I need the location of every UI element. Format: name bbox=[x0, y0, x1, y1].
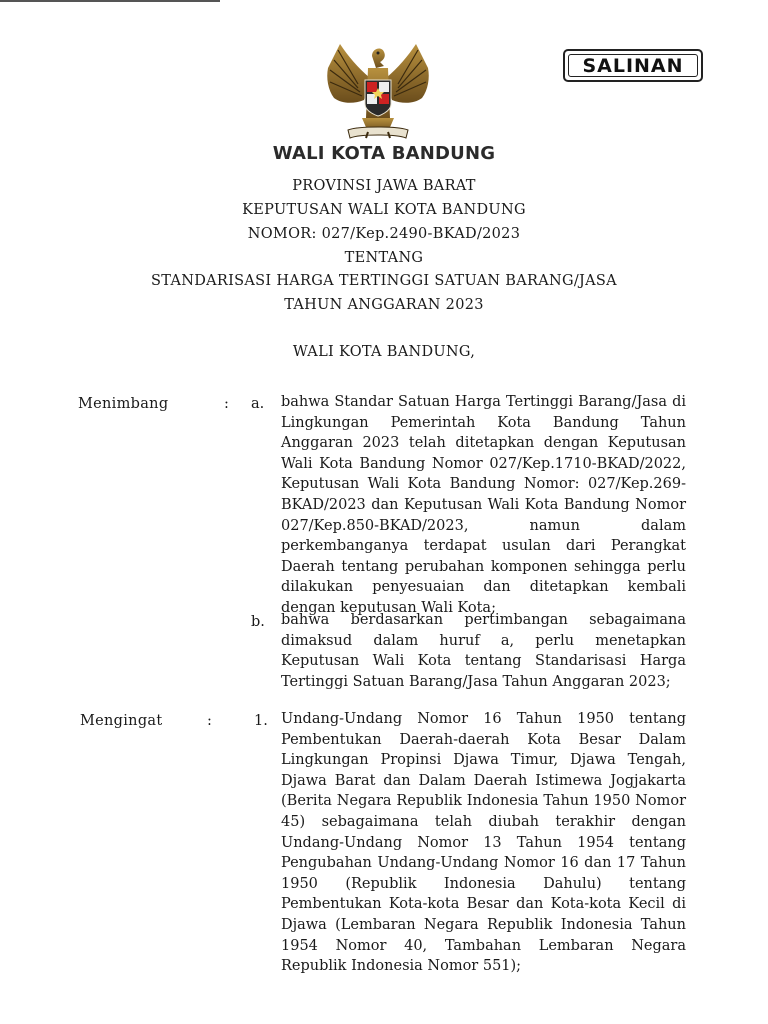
mengingat-item-1-marker: 1. bbox=[254, 713, 268, 729]
stamp-text: SALINAN bbox=[582, 54, 684, 77]
menimbang-item-a-marker: a. bbox=[251, 396, 265, 412]
tentang-line: TENTANG bbox=[344, 250, 424, 266]
garuda-emblem-icon bbox=[318, 38, 438, 143]
fiscal-year-line: TAHUN ANGGARAN 2023 bbox=[284, 297, 484, 313]
menimbang-item-b-text: bahwa berdasarkan pertimbangan sebagaimana dimaksud dalam huruf a, perlu menetapkan Keputusan Wali Kota tentang Standarisasi Harga Tertinggi Satuan Barang/Jasa Tahun Anggaran 2023; bbox=[281, 612, 686, 690]
decree-subject: STANDARISASI HARGA TERTINGGI SATUAN BARANG/JASA bbox=[151, 273, 617, 289]
mengingat-label: Mengingat bbox=[80, 713, 163, 729]
authority-title: WALI KOTA BANDUNG bbox=[272, 143, 496, 164]
menimbang-colon: : bbox=[224, 396, 229, 412]
province-line: PROVINSI JAWA BARAT bbox=[292, 178, 476, 194]
decree-number: NOMOR: 027/Kep.2490-BKAD/2023 bbox=[247, 226, 521, 242]
menimbang-item-a-text: bahwa Standar Satuan Harga Tertinggi Barang/Jasa di Lingkungan Pemerintah Kota Bandung Tahun Anggaran 2023 telah ditetapkan dengan Keputusan Wali Kota Bandung Nomor 027/Kep.1710-BKAD/2022, Keputusan Wali Kota Bandung Nomor: 027/Kep.269-BKAD/2023 dan Keputusan Wali Kota Bandung Nomor 027/Kep.850-BKAD/2023, namun dalam perkembanganya terdapat usulan dari Perangkat Daerah tentang perubahan komponen sehingga perlu dilakukan penyesuaian dan ditetapkan kembali dengan keputusan Wali Kota; bbox=[281, 394, 686, 616]
decree-title: KEPUTUSAN WALI KOTA BANDUNG bbox=[242, 202, 526, 218]
issuer-line: WALI KOTA BANDUNG, bbox=[292, 344, 476, 360]
salinan-stamp bbox=[563, 49, 703, 82]
scan-edge-line bbox=[0, 0, 220, 2]
mengingat-colon: : bbox=[207, 713, 212, 729]
mengingat-item-1-text: Undang-Undang Nomor 16 Tahun 1950 tentang Pembentukan Daerah-daerah Kota Besar Dalam Lingkungan Propinsi Djawa Timur, Djawa Tengah, Djawa Barat dan Dalam Daerah Istimewa Jogjakarta (Berita Negara Republik Indonesia Tahun 1950 Nomor 45) sebagaimana telah diubah terakhir dengan Undang-Undang Nomor 13 Tahun 1954 tentang Pengubahan Undang-Undang Nomor 16 dan 17 Tahun 1950 (Republik Indonesia Dahulu) tentang Pembentukan Kota-kota Besar dan Kota-kota Kecil di Djawa (Lembaran Negara Republik Indonesia Tahun 1954 Nomor 40, Tambahan Lembaran Negara Republik Indonesia Nomor 551); bbox=[281, 711, 686, 975]
menimbang-label: Menimbang bbox=[78, 396, 169, 412]
menimbang-item-b-marker: b. bbox=[251, 614, 265, 630]
